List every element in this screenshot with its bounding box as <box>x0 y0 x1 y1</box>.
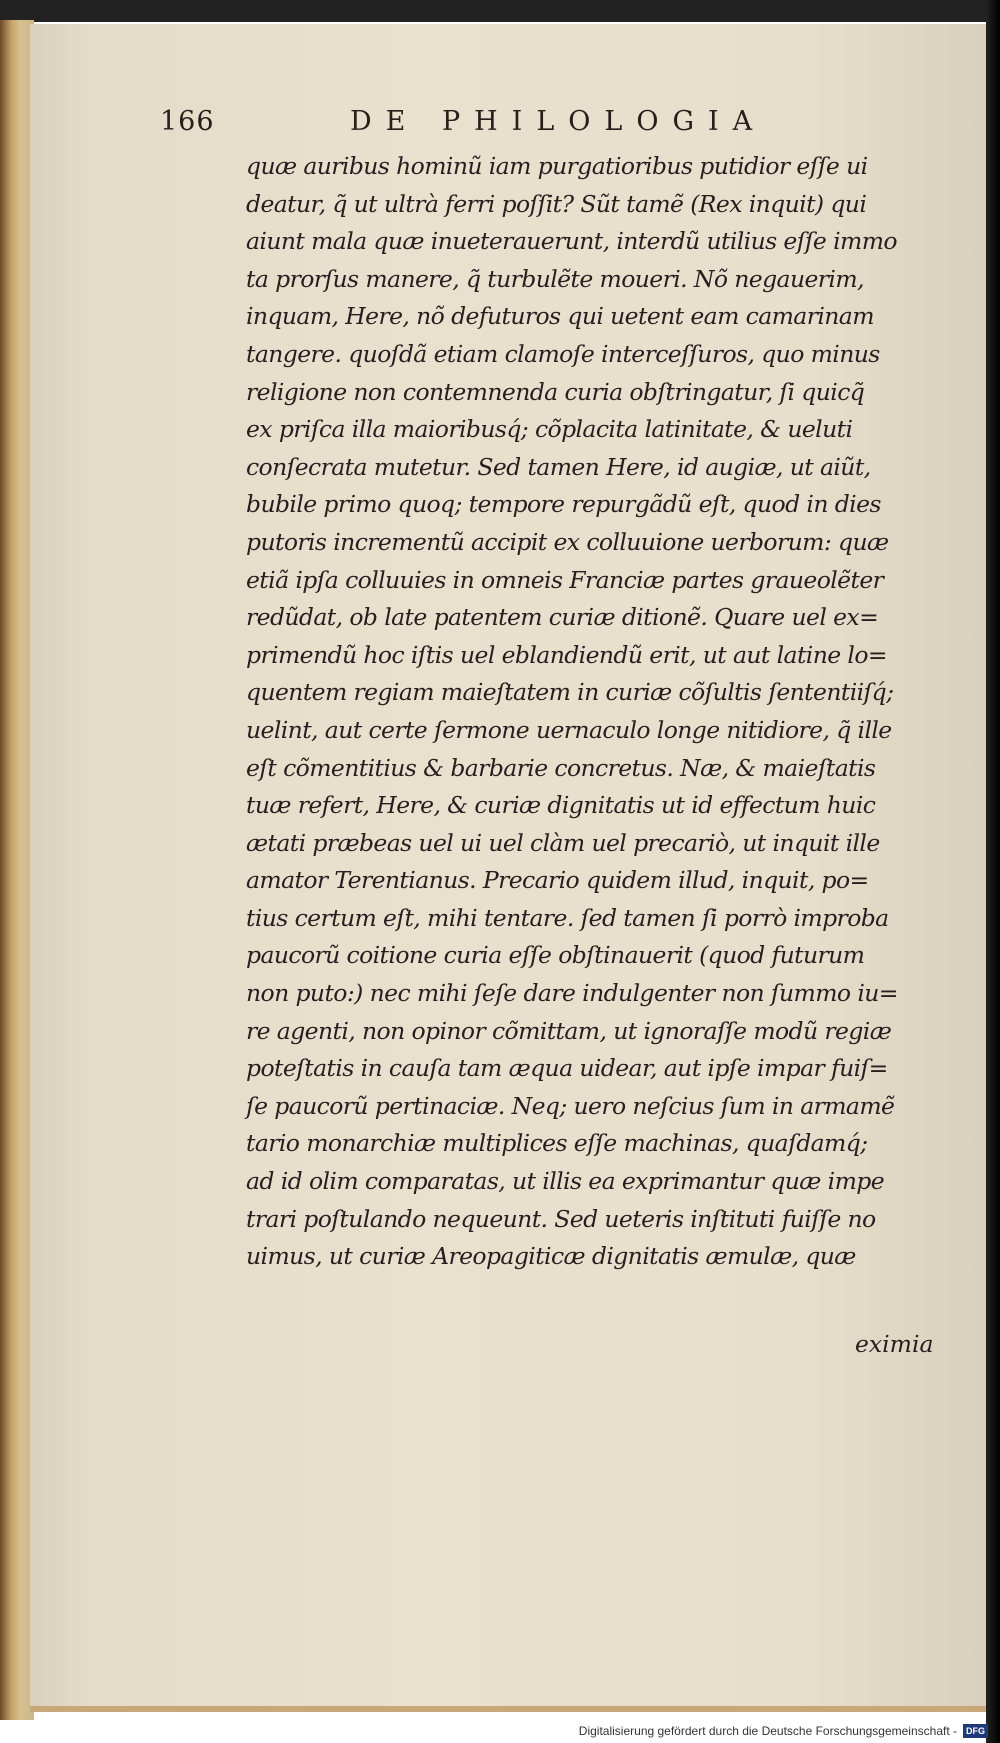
text-line: ex priſca illa maioribusq́; cõplacita latinitate, & ueluti <box>246 415 853 444</box>
text-line: deatur, q̃ ut ultrà ferri poſſit? Sũt tamẽ (Rex inquit) qui <box>246 189 867 218</box>
text-line: religione non contemnenda curia obſtringatur, ſi quicq̃ <box>246 377 865 406</box>
catchword: eximia <box>855 1330 934 1358</box>
text-line: quæ auribus hominũ iam purgatioribus putidior eſſe ui <box>246 152 868 180</box>
text-line: bubile primo quoq; tempore repurgãdũ eſt, quod in dies <box>246 490 881 519</box>
page-header <box>160 106 850 146</box>
text-line: putoris incrementũ accipit ex colluuione uerborum: quæ <box>246 527 889 556</box>
text-line: ſe paucorũ pertinaciæ. Neq; uero neſcius ſum in armamẽ <box>246 1091 895 1120</box>
text-line: uelint, aut certe ſermone uernaculo longe nitidiore, q̃ ille <box>246 715 892 744</box>
text-line: quentem regiam maieſtatem in curiæ cõſultis ſententiiſq́; <box>246 678 894 707</box>
text-line: paucorũ coitione curia eſſe obſtinauerit (quod futurum <box>246 941 865 970</box>
text-line: ad id olim comparatas, ut illis ea exprimantur quæ impe <box>246 1167 885 1196</box>
text-line: uimus, ut curiæ Areopagiticæ dignitatis æmulæ, quæ <box>246 1242 856 1271</box>
running-head: DE PHILOLOGIA <box>350 106 767 137</box>
text-line: tuæ refert, Here, & curiæ dignitatis ut id effectum huic <box>246 791 876 820</box>
text-line: ta prorſus manere, q̃ turbulẽte moueri. Nõ negauerim, <box>246 264 864 293</box>
text-line: etiã ipſa colluuies in omneis Franciæ partes graueolẽter <box>246 565 884 594</box>
text-line: non puto:) nec mihi ſeſe dare indulgenter non ſummo iu= <box>246 979 898 1008</box>
page-number: 166 <box>160 106 215 137</box>
dfg-logo: DFG <box>963 1724 988 1738</box>
text-line: inquam, Here, nõ defuturos qui uetent eam camarinam <box>246 302 874 331</box>
text-line: tius certum eſt, mihi tentare. ſed tamen ſi porrò improba <box>246 903 889 932</box>
body-text <box>246 148 946 1276</box>
text-line: amator Terentianus. Precario quidem illud, inquit, po= <box>246 866 869 895</box>
credit-text: Digitalisierung gefördert durch die Deutsche Forschungsgemeinschaft - <box>578 1724 957 1738</box>
text-line: trari poſtulando nequeunt. Sed ueteris inſtituti fuiſſe no <box>246 1204 876 1233</box>
text-line: aiunt mala quæ inueterauerunt, interdũ utilius eſſe immo <box>246 227 897 256</box>
text-line: re agenti, non opinor cõmittam, ut ignoraſſe modũ regiæ <box>246 1016 892 1045</box>
book-fore-edge <box>0 20 34 1720</box>
text-line: tangere. quoſdã etiam clamoſe interceſſuros, quo minus <box>246 339 880 368</box>
text-line: eſt cõmentitius & barbarie concretus. Næ, & maieſtatis <box>246 753 876 782</box>
scan-right-edge <box>986 0 1000 1743</box>
text-line: redũdat, ob late patentem curiæ ditionẽ. Quare uel ex= <box>246 603 879 632</box>
digitization-credit <box>579 1722 988 1740</box>
text-line: ætati præbeas uel ui uel clàm uel precariò, ut inquit ille <box>246 828 880 857</box>
text-line: tario monarchiæ multiplices eſſe machinas, quaſdamq́; <box>246 1129 868 1158</box>
text-line: poteſtatis in cauſa tam æqua uidear, aut ipſe impar fuiſ= <box>246 1054 888 1083</box>
text-line: conſecrata mutetur. Sed tamen Here, id augiæ, ut aiũt, <box>246 452 871 481</box>
text-line: primendũ hoc iſtis uel eblandiendũ erit, ut aut latine lo= <box>246 640 887 669</box>
scan-top-edge <box>0 0 1000 22</box>
